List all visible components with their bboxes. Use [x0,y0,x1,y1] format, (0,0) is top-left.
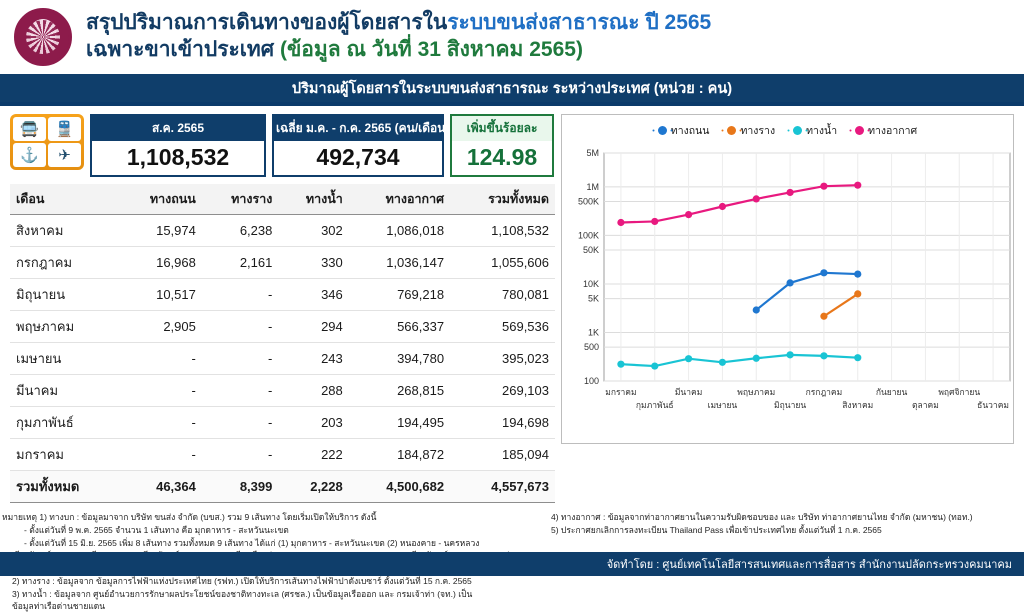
note-line: - ตั้งแต่วันที่ 9 พ.ค. 2565 จำนวน 1 เส้นทาง คือ มุกดาหาร - สะหวันนะเขต [24,524,289,535]
cell-value: 1,108,532 [450,215,555,247]
y-tick-label: 10K [582,278,599,289]
title-wrap [86,10,711,64]
section-banner-label: ปริมาณผู้โดยสารในระบบขนส่งสาธารณะ ระหว่างประเทศ (หน่วย : คน) [291,80,733,97]
cell-value: 394,780 [349,343,450,375]
legend-marker-icon [727,126,736,135]
series-point [854,182,861,189]
y-tick-label: 5M [586,148,599,158]
table-row [10,247,555,279]
x-tick-label: มีนาคม [674,387,703,397]
chart-plot-area [562,143,1013,443]
table-row [10,407,555,439]
kpi-row [10,114,555,177]
y-tick-label: 500 [583,342,599,353]
note-line: ข้อมูลท่าเรือด่านชายแดน [12,601,106,612]
x-tick-label: มิถุนายน [774,400,807,410]
note-line: 4) ทางอากาศ : ข้อมูลจากท่าอากาศยานในความรับผิดชอบของ และ บริษัท ท่าอากาศยานไทย จำกัด (มหาชน) (ทอท.) [551,512,973,522]
series-point [753,355,760,362]
y-tick-label: 5K [587,293,599,304]
series-point [820,183,827,190]
col-total: รวมทั้งหมด [450,184,555,215]
title-line-2 [86,37,711,64]
title-line-1-part-a: สรุปปริมาณการเดินทางของผู้โดยสารใน [86,11,448,35]
cell-value: 268,815 [349,375,450,407]
cell-value: - [118,439,201,471]
y-tick-label: 1K [587,327,599,338]
legend-item[interactable] [727,122,775,139]
series-point [786,189,793,196]
cell-value: 8,399 [202,471,279,503]
series-point [786,351,793,358]
page-footer [0,552,1024,576]
col-water: ทางน้ำ [278,184,348,215]
x-tick-label: กันยายน [875,387,908,397]
col-rail: ทางราง [202,184,279,215]
y-tick-label: 100 [583,376,599,386]
kpi-august-label: ส.ค. 2565 [92,116,264,141]
title-line-2-part-b: (ข้อมูล ณ วันที่ 31 สิงหาคม 2565) [279,38,583,61]
series-point [685,211,692,218]
legend-marker-icon [855,126,864,135]
col-road: ทางถนน [118,184,201,215]
government-seal-icon [14,8,72,66]
kpi-average [272,114,450,177]
series-point [854,354,861,361]
note-line: 3) ทางน้ำ : ข้อมูลจาก ศูนย์อำนวยการรักษาผลประโยชน์ของชาติทางทะเล (ศรชล.) เป็นข้อมูลเรือออก และ กรมเจ้าท่า (จท.) เป็น [12,588,473,599]
cell-month: เมษายน [10,343,118,375]
cell-value: 1,055,606 [450,247,555,279]
cell-value: 6,238 [202,215,279,247]
cell-value: 2,228 [278,471,348,503]
cell-value: 10,517 [118,279,201,311]
kpi-growth [450,114,554,177]
series-point [753,306,760,313]
cell-value: 2,161 [202,247,279,279]
legend-marker-icon [793,126,802,135]
x-tick-label: มกราคม [605,387,637,397]
cell-value: 269,103 [450,375,555,407]
series-point [820,269,827,276]
legend-label: ทางราง [740,125,776,137]
x-tick-label: กรกฎาคม [805,387,843,397]
cell-value: 294 [278,311,348,343]
passenger-line-chart [561,114,1014,444]
chart-svg [562,143,1018,443]
cell-value: - [202,407,279,439]
cell-value: 46,364 [118,471,201,503]
legend-marker-icon [658,126,667,135]
table-header [10,184,555,215]
cell-value: 15,974 [118,215,201,247]
legend-label: ทางถนน [670,125,710,137]
kpi-growth-value: 124.98 [466,144,538,170]
cell-value: - [202,439,279,471]
note-line: 2) ทางราง : ข้อมูลจาก ข้อมูลการไฟฟ้าแห่งประเทศไทย (รฟท.) เปิดให้บริการเส้นทางไฟฟ้าปาดังเบซาร์ ตั้งแต่วันที่ 15 ก.ค. 2565 [12,575,472,586]
series-point [820,313,827,320]
chart-legend [562,115,1013,139]
title-line-2-part-a: เฉพาะขาเข้าประเทศ [86,38,275,61]
series-point [685,355,692,362]
transport-mode-icons [10,114,84,170]
cell-month: กุมภาพันธ์ [10,407,118,439]
cell-value: 395,023 [450,343,555,375]
cell-value: 184,872 [349,439,450,471]
cell-value: 346 [278,279,348,311]
cell-month: มิถุนายน [10,279,118,311]
cell-value: 569,536 [450,311,555,343]
passenger-table [10,184,555,503]
table-row [10,439,555,471]
right-panel [555,114,1014,503]
cell-value: - [202,375,279,407]
cell-value: - [118,407,201,439]
x-tick-label: พฤษภาคม [737,387,776,397]
cell-value: 2,905 [118,311,201,343]
series-point [617,219,624,226]
cell-value: 243 [278,343,348,375]
legend-item[interactable] [658,122,710,139]
y-tick-label: 100K [577,230,599,241]
table-row [10,375,555,407]
x-tick-label: กุมภาพันธ์ [635,400,674,410]
table-body [10,215,555,503]
series-point [719,359,726,366]
cell-value: - [202,343,279,375]
cell-month: พฤษภาคม [10,311,118,343]
kpi-august-value: 1,108,532 [126,144,230,170]
cell-value: 302 [278,215,348,247]
y-tick-label: 1M [586,181,599,192]
bus-icon: 🚍 [13,117,46,141]
cell-value: 780,081 [450,279,555,311]
y-tick-label: 50K [582,245,599,256]
cell-value: 194,698 [450,407,555,439]
title-line-1-part-b: ระบบขนส่งสาธารณะ ปี 2565 [447,11,712,35]
cell-value: 203 [278,407,348,439]
cell-value: 1,086,018 [349,215,450,247]
note-line: - ตั้งแต่วันที่ 15 มิ.ย. 2565 เพิ่ม 8 เส้นทาง รวมทั้งหมด 9 เส้นทาง ได้แก่ (1) มุกดาหาร - สะหวันนะเขต (2) หนองคาย - นครหลวง [24,537,480,548]
ship-icon: ⚓ [13,143,46,167]
x-tick-label: เมษายน [707,400,738,410]
cell-value: 288 [278,375,348,407]
series-point [651,218,658,225]
cell-month: กรกฎาคม [10,247,118,279]
page-header [0,0,1024,74]
series-line [621,185,858,222]
kpi-august [90,114,266,177]
x-tick-label: พฤศจิกายน [938,387,981,397]
note-line: หมายเหตุ 1) ทางบก : ข้อมูลมาจาก บริษัท ขนส่ง จำกัด (บขส.) รวม 9 เส้นทาง โดยเริ่มเปิดให้บริการ ดังนี้ [2,512,377,522]
airplane-icon: ✈ [48,143,81,167]
kpi-average-value: 492,734 [316,144,400,170]
table-row [10,215,555,247]
table-total-row [10,471,555,503]
cell-month: รวมทั้งหมด [10,471,118,503]
cell-value: 1,036,147 [349,247,450,279]
cell-value: 4,557,673 [450,471,555,503]
cell-value: 769,218 [349,279,450,311]
note-line: 5) ประกาศยกเลิกการลงทะเบียน Thailand Pass เพื่อเข้าประเทศไทย ตั้งแต่วันที่ 1 ก.ค. 2565 [551,524,882,535]
col-air: ทางอากาศ [349,184,450,215]
series-point [753,195,760,202]
series-point [820,352,827,359]
series-point [786,279,793,286]
series-point [854,290,861,297]
cell-value: 194,495 [349,407,450,439]
legend-label: ทางน้ำ [806,125,838,137]
cell-value: 16,968 [118,247,201,279]
section-banner [0,74,1024,102]
legend-item[interactable] [793,122,837,139]
cell-value: 566,337 [349,311,450,343]
series-point [854,270,861,277]
table-row [10,311,555,343]
legend-item[interactable] [855,122,917,139]
table-row [10,343,555,375]
legend-label: ทางอากาศ [868,125,918,137]
kpi-average-label: เฉลี่ย ม.ค. - ก.ค. 2565 (คน/เดือน) [274,116,442,141]
table-header-row [10,184,555,215]
x-tick-label: ตุลาคม [912,400,939,410]
kpi-growth-label: เพิ่มขึ้นร้อยละ [452,116,552,141]
x-tick-label: ธันวาคม [977,400,1010,410]
series-point [617,361,624,368]
cell-value: - [118,343,201,375]
cell-value: 222 [278,439,348,471]
cell-value: - [202,279,279,311]
train-icon: 🚆 [48,117,81,141]
cell-value: - [202,311,279,343]
cell-value: 4,500,682 [349,471,450,503]
series-point [719,203,726,210]
cell-value: 330 [278,247,348,279]
footer-label: จัดทำโดย : ศูนย์เทคโนโลยีสารสนเทศและการสื่อสาร สำนักงานปลัดกระทรวงคมนาคม [606,559,1012,571]
content-area [0,106,1024,503]
cell-value: 185,094 [450,439,555,471]
left-panel [10,114,555,503]
y-tick-label: 500K [577,196,599,207]
col-month: เดือน [10,184,118,215]
cell-month: สิงหาคม [10,215,118,247]
cell-value: - [118,375,201,407]
cell-month: มีนาคม [10,375,118,407]
series-line [824,294,858,316]
title-line-1 [86,10,711,37]
table-row [10,279,555,311]
series-point [651,362,658,369]
cell-month: มกราคม [10,439,118,471]
x-tick-label: สิงหาคม [842,400,874,410]
